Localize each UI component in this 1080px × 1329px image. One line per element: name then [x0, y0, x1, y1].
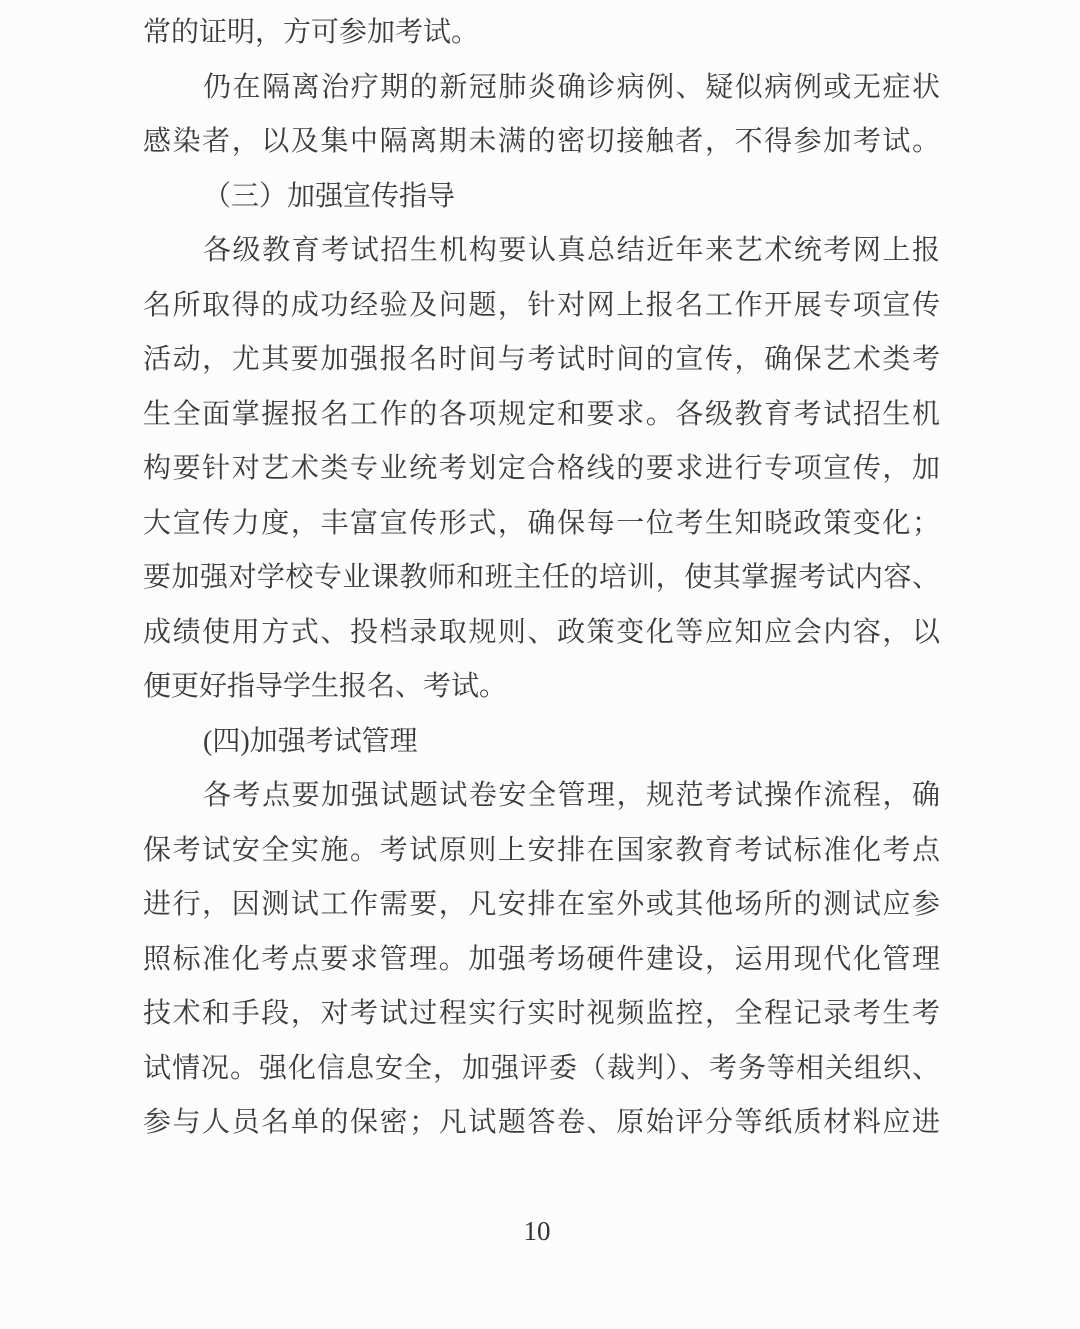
text-line: 活动，尤其要加强报名时间与考试时间的宣传，确保艺术类考	[143, 344, 940, 375]
text-line: 各考点要加强试题试卷安全管理，规范考试操作流程，确	[203, 780, 940, 811]
text-line: 照标准化考点要求管理。加强考场硬件建设，运用现代化管理	[143, 943, 940, 975]
text-line: 保考试安全实施。考试原则上安排在国家教育考试标准化考点	[143, 834, 940, 866]
text-line: 成绩使用方式、投档录取规则、政策变化等应知应会内容，以	[143, 616, 940, 648]
text-line: 参与人员名单的保密；凡试题答卷、原始评分等纸质材料应进	[143, 1107, 940, 1138]
document-body	[143, 6, 940, 1151]
text-line: 大宣传力度，丰富宣传形式，确保每一位考生知晓政策变化；	[143, 507, 940, 539]
text-line: 各级教育考试招生机构要认真总结近年来艺术统考网上报	[203, 235, 940, 266]
text-line: 进行，因测试工作需要，凡安排在室外或其他场所的测试应参	[143, 889, 940, 920]
text-line: 技术和手段，对考试过程实行实时视频监控，全程记录考生考	[143, 998, 940, 1029]
section-heading: （三）加强宣传指导	[203, 180, 456, 212]
text-line: 仍在隔离治疗期的新冠肺炎确诊病例、疑似病例或无症状	[203, 71, 940, 103]
text-line: 便更好指导学生报名、考试。	[143, 671, 508, 702]
text-line: 感染者，以及集中隔离期未满的密切接触者，不得参加考试。	[143, 126, 940, 157]
text-line: 试情况。强化信息安全，加强评委（裁判）、考务等相关组织、	[143, 1052, 940, 1084]
text-line: 名所取得的成功经验及问题，针对网上报名工作开展专项宣传	[143, 289, 940, 321]
page-number: 10	[523, 1216, 551, 1246]
text-line: 常的证明，方可参加考试。	[143, 17, 480, 48]
text-line: 生全面掌握报名工作的各项规定和要求。各级教育考试招生机	[143, 398, 940, 430]
text-line: 要加强对学校专业课教师和班主任的培训，使其掌握考试内容、	[143, 562, 940, 593]
text-line: 构要针对艺术类专业统考划定合格线的要求进行专项宣传，加	[143, 453, 940, 484]
section-heading: (四)加强考试管理	[203, 725, 418, 757]
